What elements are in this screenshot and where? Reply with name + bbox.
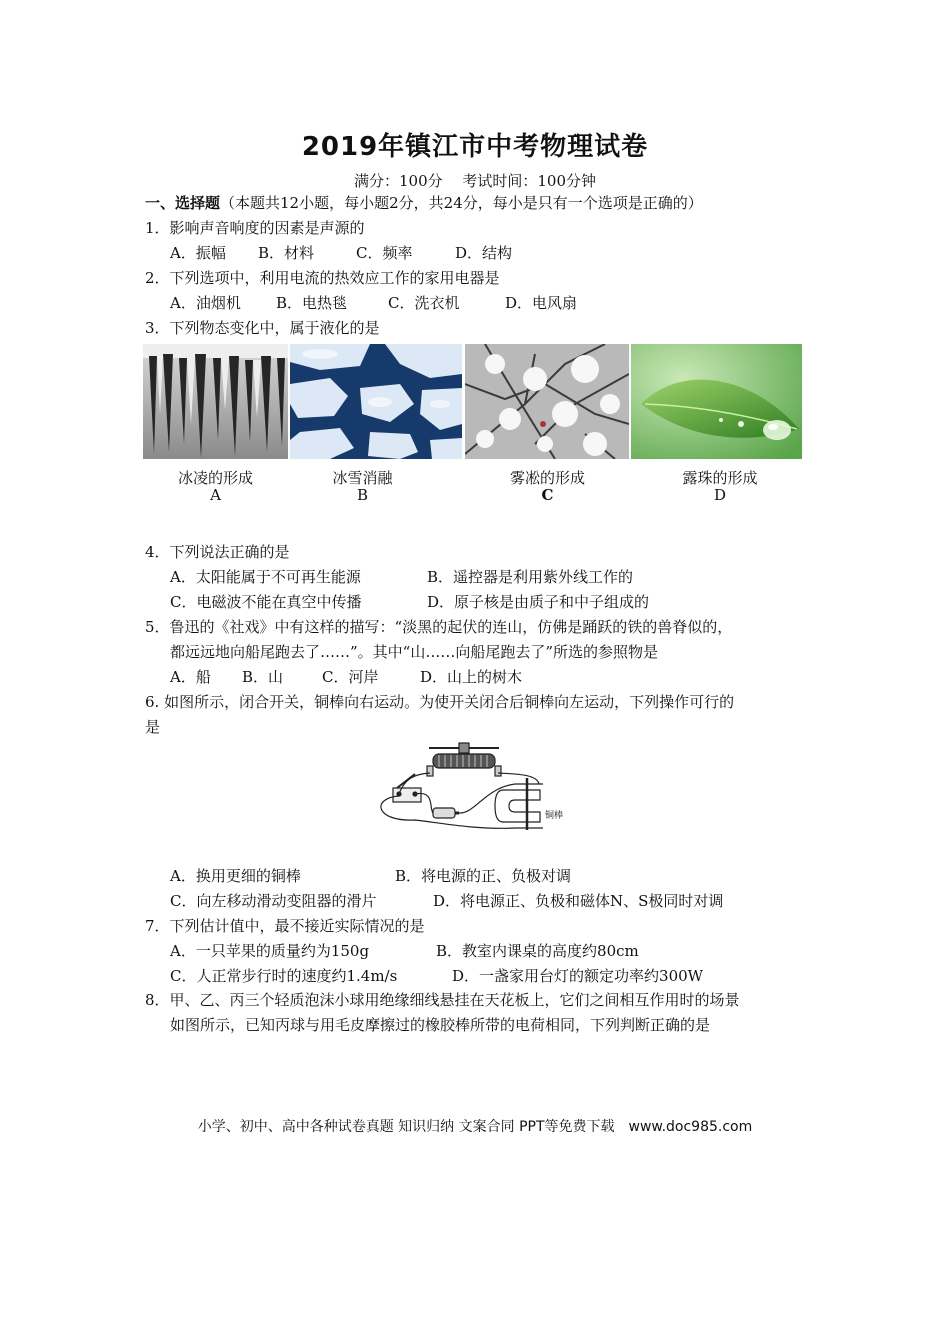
caption-c-text: 雾凇的形成	[509, 469, 585, 487]
caption-d-letter: D	[713, 486, 727, 504]
q6-option-d: D．将电源正、负极和磁体N、S极同时对调	[433, 892, 724, 910]
caption-d	[645, 470, 795, 504]
q7-option-d: D．一盏家用台灯的额定功率约300W	[452, 967, 704, 985]
q4-option-a: A．太阳能属于不可再生能源	[170, 568, 361, 586]
question-3-stem: 3．下列物态变化中，属于液化的是	[145, 319, 380, 337]
photo-rime-frost	[465, 344, 629, 459]
caption-a-text: 冰凌的形成	[177, 469, 253, 487]
photo-icicles	[143, 344, 288, 459]
question-8-stem-line2: 如图所示，已知丙球与用毛皮摩擦过的橡胶棒所带的电荷相同，下列判断正确的是	[170, 1016, 711, 1034]
q4-option-b: B．遥控器是利用紫外线工作的	[427, 568, 634, 586]
q5-option-c: C．河岸	[322, 668, 379, 686]
caption-a	[143, 470, 288, 504]
q6-option-b: B．将电源的正、负极对调	[395, 867, 572, 885]
q1-option-a: A．振幅	[170, 244, 226, 262]
q2-option-d: D．电风扇	[505, 294, 578, 312]
question-6-stem-line1: 6. 如图所示，闭合开关，铜棒向右运动。为使开关闭合后铜棒向左运动，下列操作可行的	[145, 693, 735, 711]
rheostat	[433, 754, 495, 768]
question-5-stem-line1: 5．鲁迅的《社戏》中有这样的描写：“淡黑的起伏的连山，仿佛是踊跃的铁的兽脊似的，	[145, 618, 733, 636]
caption-c-letter: C	[541, 486, 554, 504]
q4-option-c: C．电磁波不能在真空中传播	[170, 593, 362, 611]
exam-info: 满分：100分 考试时间：100分钟	[353, 172, 597, 190]
q2-option-b: B．电热毯	[276, 294, 348, 312]
caption-b-letter: B	[356, 486, 369, 504]
photo-dew-leaf	[631, 344, 802, 459]
section-note: （本题共12小题，每小题2分，共24分，每小是只有一个选项是正确的）	[220, 194, 703, 212]
circuit-diagram	[375, 738, 575, 838]
copper-rod-label: 铜棒	[545, 811, 564, 821]
q1-option-d: D．结构	[455, 244, 513, 262]
q1-option-c: C．频率	[356, 244, 413, 262]
caption-c	[475, 470, 620, 504]
question-8-stem-line1: 8．甲、乙、丙三个轻质泡沫小球用绝缘细线悬挂在天花板上，它们之间相互作用时的场景	[145, 991, 740, 1009]
question-7-stem: 7．下列估计值中，最不接近实际情况的是	[145, 917, 425, 935]
q7-option-c: C．人正常步行时的速度约1.4m/s	[170, 967, 398, 985]
page-footer: 小学、初中、高中各种试卷真题 知识归纳 文案合同 PPT等免费下载 www.doc985.com	[197, 1119, 753, 1135]
caption-b-text: 冰雪消融	[332, 469, 393, 487]
section-heading: 一、选择题	[145, 194, 221, 212]
photo-melting-ice	[290, 344, 462, 459]
q2-option-c: C．洗衣机	[388, 294, 460, 312]
q6-option-c: C．向左移动滑动变阻器的滑片	[170, 892, 377, 910]
q7-option-b: B．教室内课桌的高度约80cm	[436, 942, 639, 960]
caption-b	[290, 470, 435, 504]
q5-option-a: A．船	[170, 668, 211, 686]
q4-option-d: D．原子核是由质子和中子组成的	[427, 593, 650, 611]
q1-option-b: B．材料	[258, 244, 315, 262]
question-5-stem-line2: 都远远地向船尾跑去了……”。其中“山……向船尾跑去了”所选的参照物是	[170, 643, 659, 661]
caption-d-text: 露珠的形成	[682, 469, 758, 487]
q5-option-b: B．山	[242, 668, 284, 686]
q7-option-a: A．一只苹果的质量约为150g	[170, 942, 370, 960]
question-4-stem: 4．下列说法正确的是	[145, 543, 290, 561]
q5-option-d: D．山上的树木	[420, 668, 523, 686]
page-title: 2019年镇江市中考物理试卷	[301, 132, 649, 162]
q6-option-a: A．换用更细的铜棒	[170, 867, 301, 885]
caption-a-letter: A	[210, 486, 221, 504]
q2-option-a: A．油烟机	[170, 294, 241, 312]
section-header	[145, 193, 703, 213]
question-6-stem-line2: 是	[145, 718, 161, 736]
question-2-stem: 2．下列选项中，利用电流的热效应工作的家用电器是	[145, 269, 500, 287]
question-1-stem: 1．影响声音响度的因素是声源的	[145, 219, 365, 237]
